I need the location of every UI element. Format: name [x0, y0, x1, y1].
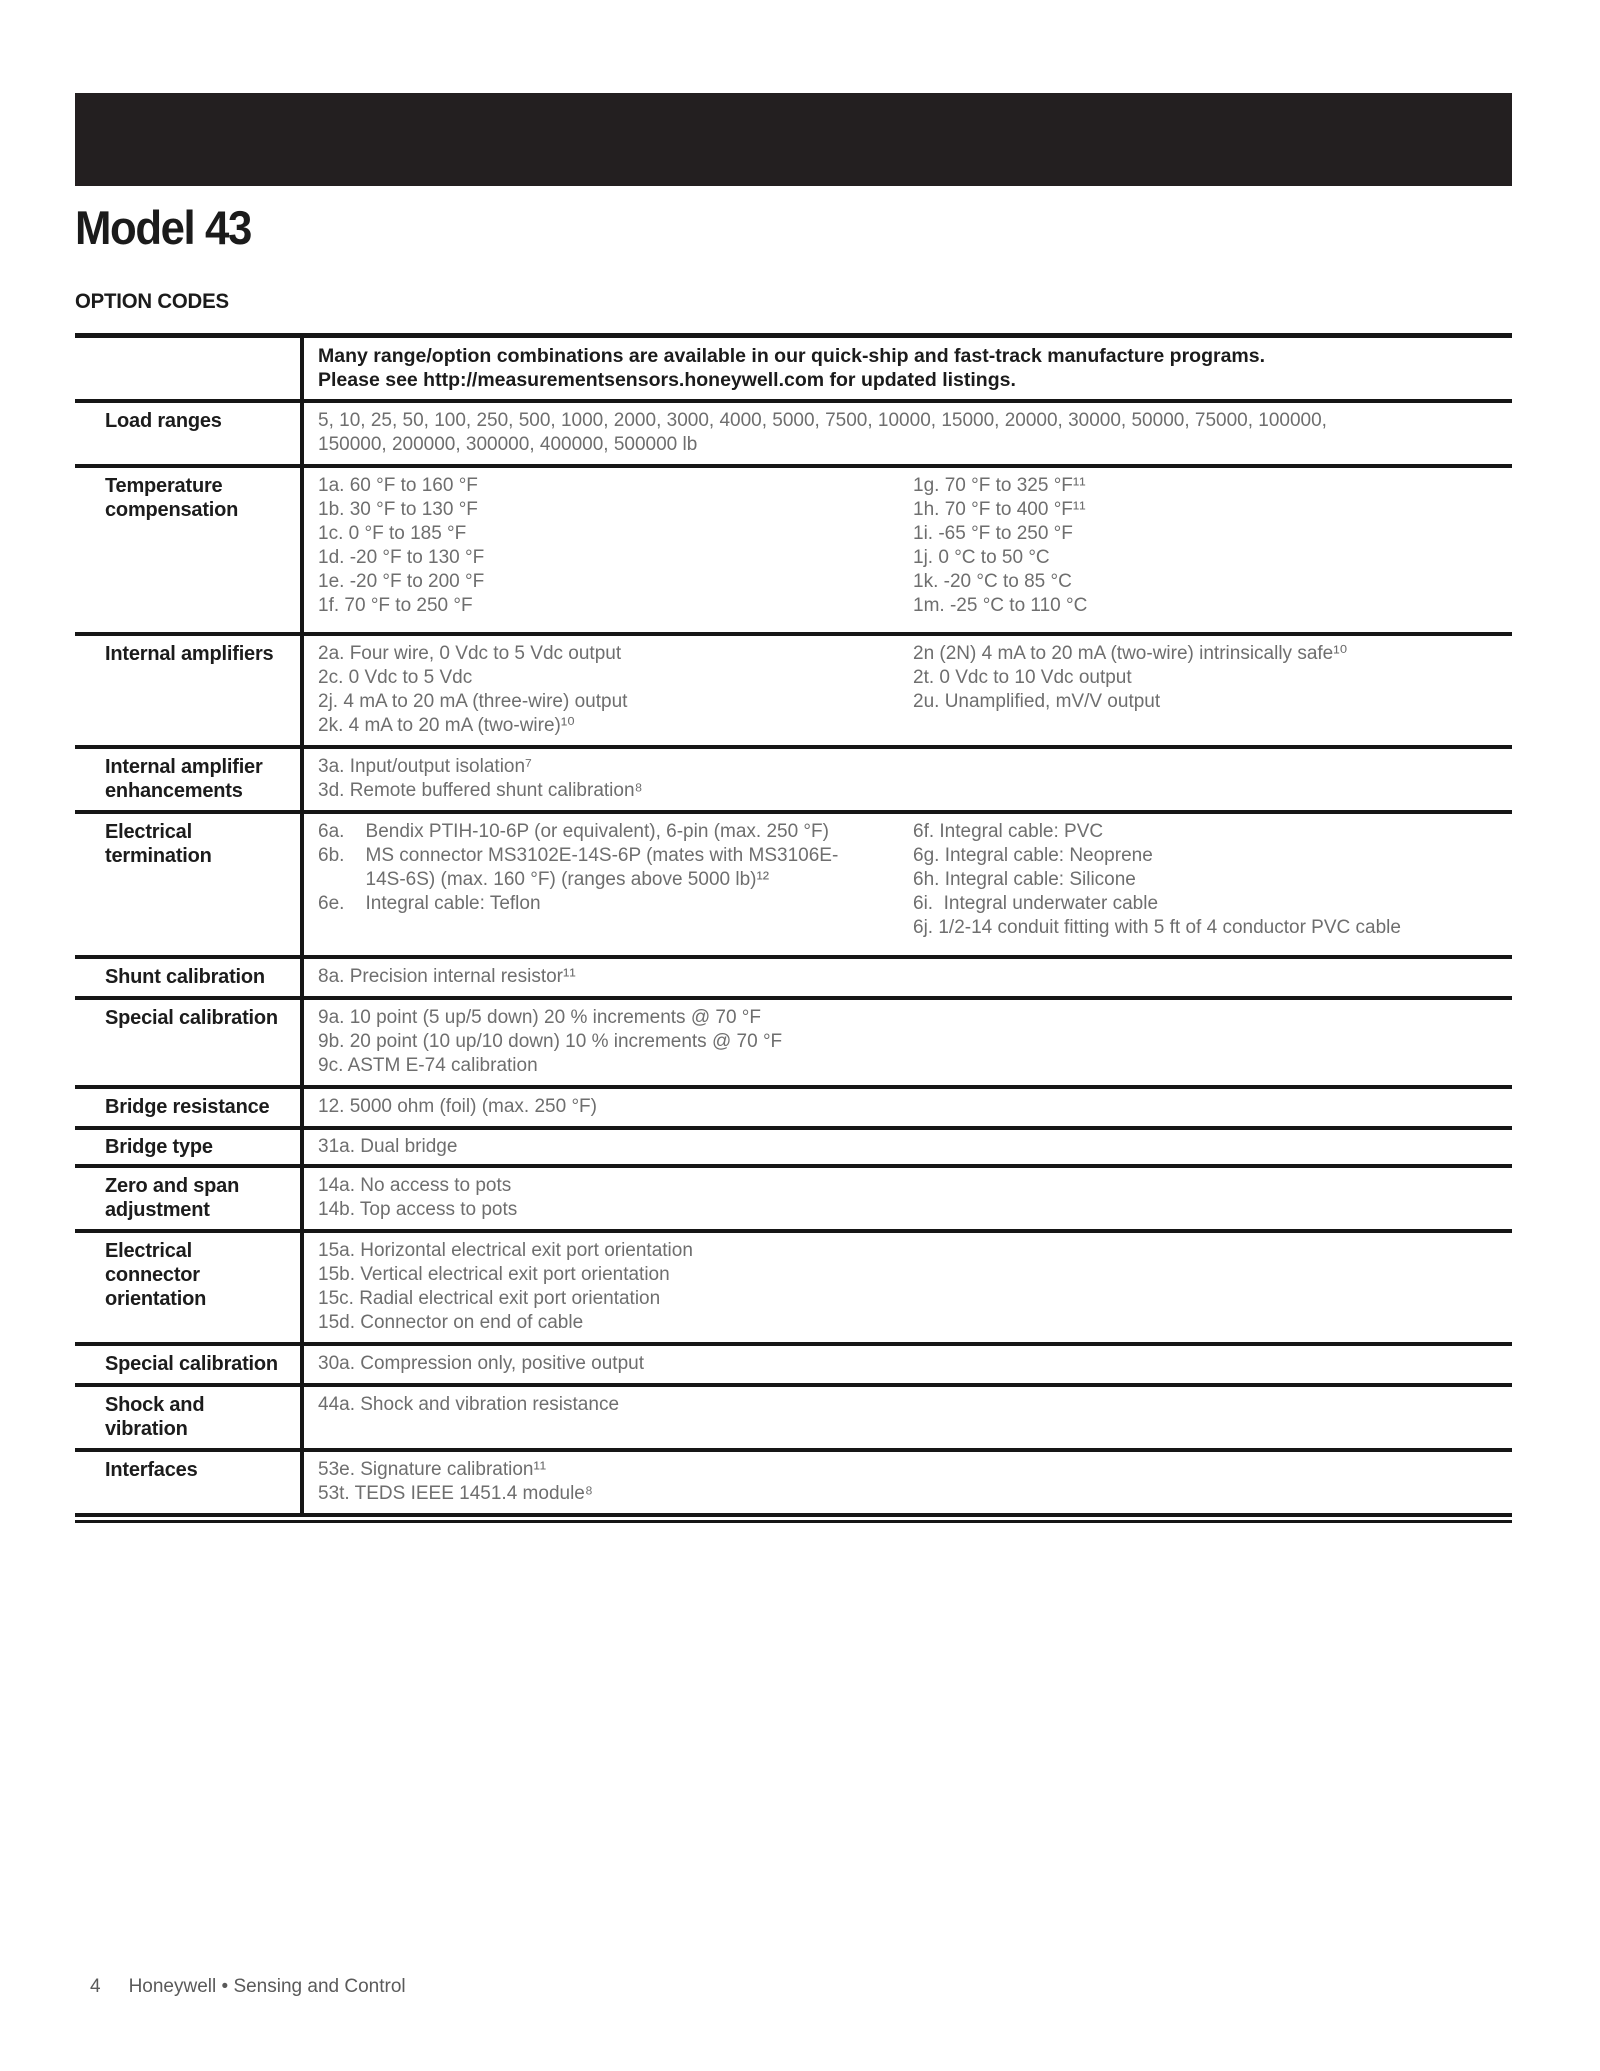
option-column-2	[913, 820, 1500, 948]
row-content	[304, 468, 1512, 632]
option-line: 5, 10, 25, 50, 100, 250, 500, 1000, 2000, 3000, 4000, 5000, 7500, 10000, 15000, 20000, 30000, 50000, 75000, 100000,	[318, 410, 1327, 431]
option-table-body	[75, 338, 1512, 1517]
table-row	[75, 1089, 1512, 1130]
option-column-1	[318, 755, 1500, 803]
option-line: 1j. 0 °C to 50 °C	[913, 547, 1050, 568]
option-line: 2a. Four wire, 0 Vdc to 5 Vdc output	[318, 643, 622, 664]
row-content	[304, 1346, 1512, 1383]
option-column-1	[318, 1174, 1500, 1222]
table-row	[75, 636, 1512, 749]
row-label: Special calibration	[75, 1000, 304, 1085]
option-column-1	[318, 344, 1500, 392]
table-bottom-double-rule	[75, 1520, 1512, 1523]
row-content	[304, 1130, 1512, 1164]
row-label: Zero and span adjustment	[75, 1168, 304, 1229]
table-row	[75, 1233, 1512, 1346]
row-label: Internal amplifiers	[75, 636, 304, 745]
option-line: 53e. Signature calibration¹¹	[318, 1459, 547, 1480]
option-line: 6g. Integral cable: Neoprene	[913, 845, 1153, 866]
option-column-1	[318, 1095, 1500, 1119]
option-line: 1h. 70 °F to 400 °F¹¹	[913, 499, 1086, 520]
option-line: 53t. TEDS IEEE 1451.4 module⁸	[318, 1483, 593, 1504]
section-heading-option-codes: OPTION CODES	[75, 290, 229, 313]
table-row	[75, 749, 1512, 814]
option-column-1	[318, 1006, 1500, 1078]
row-label: Electrical connector orientation	[75, 1233, 304, 1342]
option-column-2	[913, 642, 1500, 738]
option-column-1	[318, 1393, 1500, 1441]
option-line: 2u. Unamplified, mV/V output	[913, 691, 1161, 712]
option-line: 1f. 70 °F to 250 °F	[318, 595, 473, 616]
option-line: 31a. Dual bridge	[318, 1136, 458, 1157]
table-row	[75, 814, 1512, 959]
option-column-2	[913, 474, 1500, 625]
row-label: Shock and vibration	[75, 1387, 304, 1448]
option-line: 6i. Integral underwater cable	[913, 893, 1159, 914]
row-label	[75, 338, 304, 399]
row-content	[304, 1387, 1512, 1448]
row-content	[304, 636, 1512, 745]
option-line: 9b. 20 point (10 up/10 down) 10 % increments @ 70 °F	[318, 1031, 783, 1052]
page-title: Model 43	[75, 201, 251, 254]
option-line: 1d. -20 °F to 130 °F	[318, 547, 485, 568]
option-line: 1e. -20 °F to 200 °F	[318, 571, 485, 592]
option-line: 2j. 4 mA to 20 mA (three-wire) output	[318, 691, 628, 712]
row-content	[304, 959, 1512, 996]
table-row	[75, 1130, 1512, 1168]
table-row	[75, 1168, 1512, 1233]
option-column-1	[318, 820, 913, 948]
row-content	[304, 1168, 1512, 1229]
option-line: 1i. -65 °F to 250 °F	[913, 523, 1073, 544]
option-line: 9a. 10 point (5 up/5 down) 20 % increments @ 70 °F	[318, 1007, 762, 1028]
option-line: 30a. Compression only, positive output	[318, 1353, 644, 1374]
option-line: 15d. Connector on end of cable	[318, 1312, 584, 1333]
option-line: Many range/option combinations are available in our quick-ship and fast-track manufacture programs.	[318, 345, 1266, 367]
option-line: 1b. 30 °F to 130 °F	[318, 499, 478, 520]
option-line: 12. 5000 ohm (foil) (max. 250 °F)	[318, 1096, 597, 1117]
option-line: 15b. Vertical electrical exit port orientation	[318, 1264, 670, 1285]
row-content	[304, 1000, 1512, 1085]
row-label: Load ranges	[75, 403, 304, 464]
option-column-1	[318, 409, 1500, 457]
option-line: 1a. 60 °F to 160 °F	[318, 475, 478, 496]
option-line: 2k. 4 mA to 20 mA (two-wire)¹⁰	[318, 715, 575, 736]
option-line: 3a. Input/output isolation⁷	[318, 756, 532, 777]
option-line: 2c. 0 Vdc to 5 Vdc	[318, 667, 473, 688]
option-line: 1g. 70 °F to 325 °F¹¹	[913, 475, 1086, 496]
table-row	[75, 468, 1512, 636]
row-label: Temperature compensation	[75, 468, 304, 632]
option-line: 6e. Integral cable: Teflon	[318, 893, 541, 914]
table-row	[75, 1346, 1512, 1387]
option-codes-table	[75, 333, 1512, 1523]
row-label: Shunt calibration	[75, 959, 304, 996]
row-label: Bridge type	[75, 1130, 304, 1164]
row-label: Internal amplifier enhancements	[75, 749, 304, 810]
row-content	[304, 1233, 1512, 1342]
option-column-1	[318, 1458, 1500, 1506]
table-row	[75, 403, 1512, 468]
option-line: 1m. -25 °C to 110 °C	[913, 595, 1088, 616]
footer-page-number: 4	[90, 1976, 101, 1997]
row-content	[304, 814, 1512, 955]
row-label: Interfaces	[75, 1452, 304, 1513]
row-label: Special calibration	[75, 1346, 304, 1383]
row-label: Bridge resistance	[75, 1089, 304, 1126]
table-row	[75, 959, 1512, 1000]
option-line: 15c. Radial electrical exit port orientation	[318, 1288, 661, 1309]
option-column-1	[318, 642, 913, 738]
table-row	[75, 1452, 1512, 1517]
option-line: 6j. 1/2-14 conduit fitting with 5 ft of 4 conductor PVC cable	[913, 917, 1401, 938]
option-line: 6f. Integral cable: PVC	[913, 821, 1104, 842]
option-line: 2t. 0 Vdc to 10 Vdc output	[913, 667, 1132, 688]
option-line: 14a. No access to pots	[318, 1175, 512, 1196]
option-column-1	[318, 965, 1500, 989]
table-row	[75, 1000, 1512, 1089]
row-content	[304, 403, 1512, 464]
option-line: 9c. ASTM E-74 calibration	[318, 1055, 538, 1076]
row-content	[304, 749, 1512, 810]
option-column-1	[318, 1239, 1500, 1335]
option-column-1	[318, 1352, 1500, 1376]
row-content	[304, 338, 1512, 399]
option-line: 1c. 0 °F to 185 °F	[318, 523, 467, 544]
option-line: 14S-6S) (max. 160 °F) (ranges above 5000 lb)¹²	[318, 869, 770, 890]
footer-text: Honeywell • Sensing and Control	[128, 1976, 406, 1997]
option-line: 150000, 200000, 300000, 400000, 500000 lb	[318, 434, 698, 455]
option-line: 14b. Top access to pots	[318, 1199, 518, 1220]
table-row	[75, 1387, 1512, 1452]
table-row	[75, 338, 1512, 403]
option-column-1	[318, 1135, 1500, 1159]
option-line: 2n (2N) 4 mA to 20 mA (two-wire) intrinsically safe¹⁰	[913, 643, 1348, 664]
option-line: 8a. Precision internal resistor¹¹	[318, 966, 576, 987]
row-label: Electrical termination	[75, 814, 304, 955]
row-content	[304, 1089, 1512, 1126]
option-line: 6a. Bendix PTIH-10-6P (or equivalent), 6-pin (max. 250 °F)	[318, 821, 829, 842]
header-banner-bar	[75, 93, 1512, 186]
option-line: 3d. Remote buffered shunt calibration⁸	[318, 780, 643, 801]
option-line: 15a. Horizontal electrical exit port orientation	[318, 1240, 693, 1261]
option-line: 1k. -20 °C to 85 °C	[913, 571, 1072, 592]
row-content	[304, 1452, 1512, 1513]
option-line: 44a. Shock and vibration resistance	[318, 1394, 620, 1415]
option-line: 6h. Integral cable: Silicone	[913, 869, 1136, 890]
option-column-1	[318, 474, 913, 625]
option-line: 6b. MS connector MS3102E-14S-6P (mates with MS3106E-	[318, 845, 839, 866]
page-footer	[90, 1976, 406, 1998]
option-line: Please see http://measurementsensors.honeywell.com for updated listings.	[318, 369, 1016, 391]
